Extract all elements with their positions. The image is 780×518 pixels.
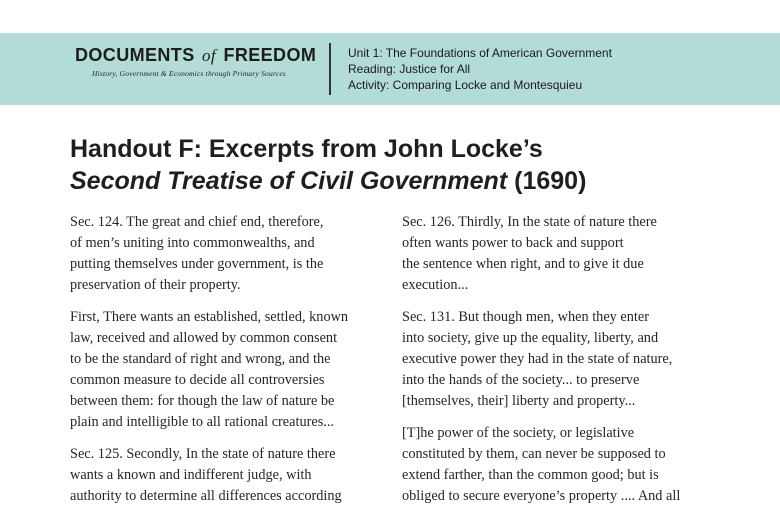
text-line: Sec. 124. The great and chief end, therefore, — [70, 214, 324, 230]
text-line: First, There wants an established, settled, known — [70, 309, 349, 325]
text-line: between them: for though the law of nature be — [70, 393, 335, 409]
paragraph — [402, 423, 722, 507]
text-line: into society, give up the equality, liberty, and — [402, 330, 659, 346]
text-line: obliged to secure everyone’s property .... And all — [402, 488, 681, 504]
text-line: to be the standard of right and wrong, and the — [70, 351, 331, 367]
text-line: common measure to decide all controversies — [70, 372, 325, 388]
reading-label: Reading: Justice for All — [348, 62, 471, 76]
paragraph — [402, 212, 722, 296]
logo-documents: DOCUMENTS — [75, 45, 195, 65]
page-title — [70, 133, 586, 197]
text-line: Sec. 125. Secondly, In the state of nature there — [70, 446, 336, 462]
text-line: authority to determine all differences according — [70, 488, 342, 504]
logo-tagline: History, Government & Economics through Primary Sources — [92, 69, 286, 78]
logo-of: of — [202, 46, 217, 65]
text-line: of men’s uniting into commonwealths, and — [70, 235, 315, 251]
text-line: wants a known and indifferent judge, with — [70, 467, 312, 483]
text-line: [themselves, their] liberty and property... — [402, 393, 636, 409]
logo-title — [75, 45, 316, 66]
text-line: extend farther, than the common good; but is — [402, 467, 659, 483]
unit-info — [348, 45, 612, 93]
title-line-1: Handout F: Excerpts from John Locke’s — [70, 135, 543, 163]
title-year: (1690) — [514, 167, 587, 195]
text-line: [T]he power of the society, or legislative — [402, 425, 635, 441]
title-italic: Second Treatise of Civil Government — [70, 167, 508, 195]
text-line: execution... — [402, 277, 469, 293]
right-column — [402, 212, 722, 518]
logo-freedom: FREEDOM — [223, 45, 317, 65]
activity-label: Activity: Comparing Locke and Montesquieu — [348, 78, 583, 92]
paragraph — [70, 307, 400, 433]
text-line: preservation of their property. — [70, 277, 241, 293]
text-line: law, received and allowed by common consent — [70, 330, 338, 346]
text-line: Sec. 131. But though men, when they enter — [402, 309, 649, 325]
paragraph — [70, 444, 400, 507]
header-banner — [0, 33, 780, 105]
text-line: into the hands of the society... to preserve — [402, 372, 640, 388]
left-column — [70, 212, 400, 518]
text-line: plain and intelligible to all rational creatures... — [70, 414, 335, 430]
header-divider — [329, 43, 331, 95]
unit-label: Unit 1: The Foundations of American Government — [348, 46, 612, 60]
text-line: Sec. 126. Thirdly, In the state of nature there — [402, 214, 657, 230]
text-line: executive power they had in the state of nature, — [402, 351, 673, 367]
text-line: putting themselves under government, is the — [70, 256, 324, 272]
paragraph — [70, 212, 400, 296]
text-line: the sentence when right, and to give it due — [402, 256, 644, 272]
text-line: often wants power to back and support — [402, 235, 624, 251]
paragraph — [402, 307, 722, 412]
title-line-2 — [70, 165, 586, 197]
text-line: constituted by them, can never be supposed to — [402, 446, 666, 462]
